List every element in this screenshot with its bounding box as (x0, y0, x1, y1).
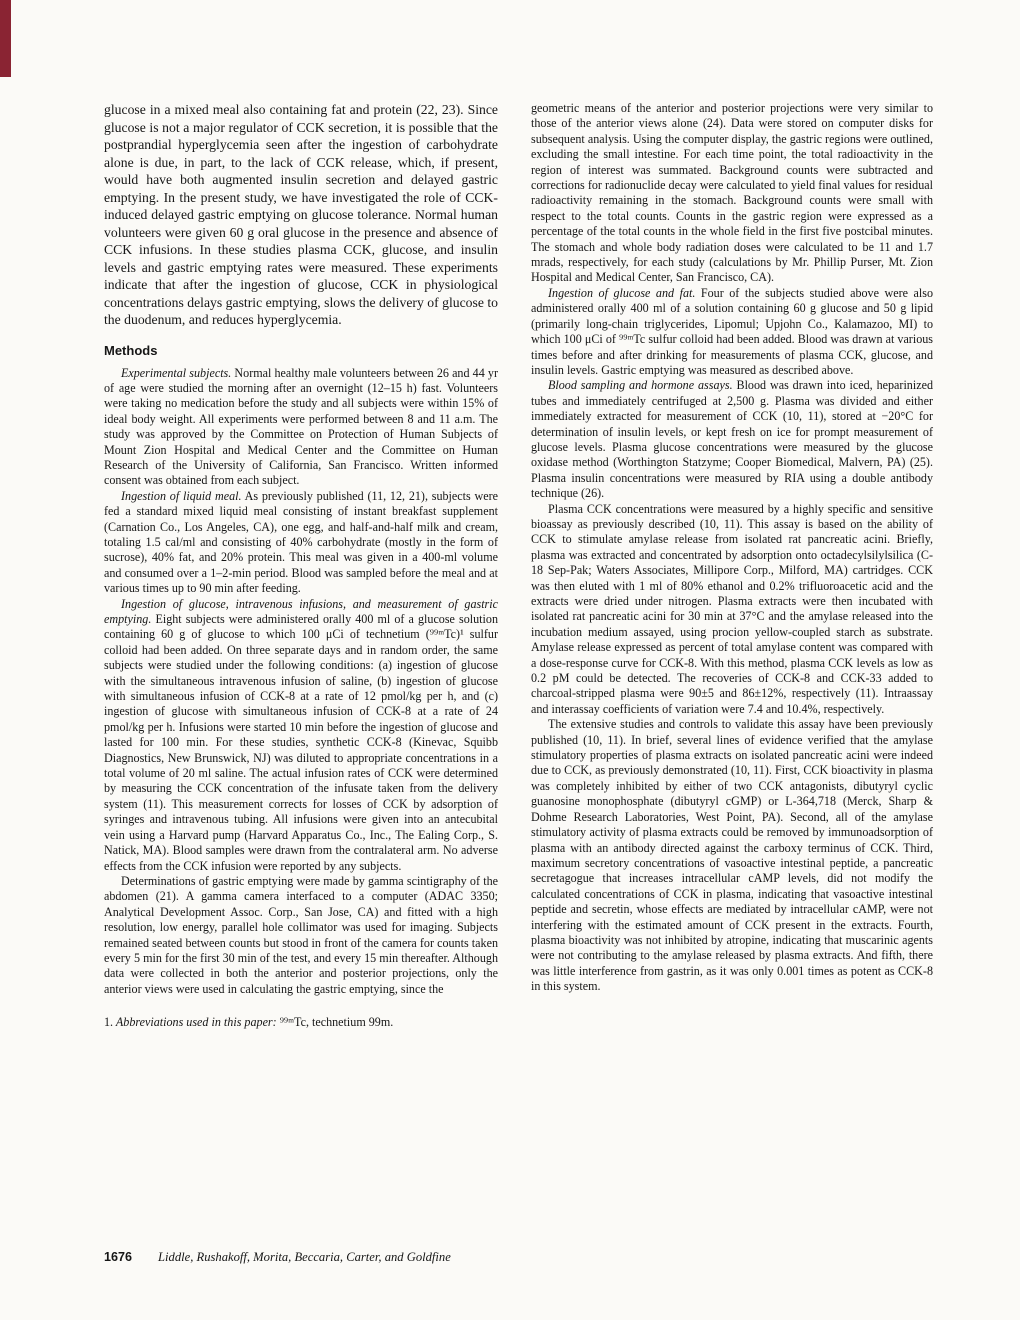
methods-heading: Methods (104, 342, 158, 358)
page-edge-stripe (0, 0, 11, 77)
intro-paragraph: glucose in a mixed meal also containing fat and protein (22, 23). Since glucose is not a major regulator of CCK secretion, it is possible that the postprandial hyperglycemia seen after the ingestion of carbohydrate alone is due, in part, to the lack of CCK release, which, if present, would have both augmented insulin secretion and delayed gastric emptying. In the present study, we have investigated the role of CCK-induced delayed gastric emptying on glucose tolerance. Normal human volunteers were given 60 g oral glucose in the presence and absence of CCK infusions. In these studies plasma CCK, glucose, and insulin levels and gastric emptying rates were measured. These experiments indicate that after the ingestion of glucose, CCK in physiological concentrations delays gastric emptying, slows the delivery of glucose to the duodenum, and reduces hyperglycemia. (104, 102, 498, 327)
paragraph-experimental-subjects (104, 366, 498, 489)
paragraph-scintigraphy-analysis (531, 101, 933, 286)
paragraph-text: Four of the subjects studied above were also administered orally 400 ml of a solution containing 60 g glucose and 50 g lipid (primarily long-chain triglycerides, Lipomul; Upjohn Co., Kalamazoo, MI) to which 100 μCi of ⁹⁹ᵐTc sulfur colloid had been added. Blood was drawn at various times before and after drinking for measurements of plasma CCK, glucose, and insulin levels. Gastric emptying was measured as described above. (531, 285, 933, 377)
page-footer (104, 1250, 934, 1265)
footnote (104, 1015, 498, 1030)
paragraph-text: Blood was drawn into iced, heparinized tubes and immediately centrifuged at 2,500 g. Plasma was divided and either immediately extracted for measurement of CCK (10, 11), stored at −20°C for determination of insulin levels, or kept fresh on ice for prompt measurement of glucose levels. Plasma glucose concentrations were measured by the glucose oxidase method (Worthington Statzyme; Cooper Biomedical, Malvern, PA) (25). Plasma insulin concentrations were measured by RIA using a double antibody technique (26). (531, 378, 933, 501)
paragraph-text: The extensive studies and controls to validate this assay have been previously published (10, 11). In brief, several lines of evidence verified that the amylase stimulatory properties of plasma extracts on isolated pancreatic acini were indeed due to CCK, as previously demonstrated (10, 11). First, CCK bioactivity in plasma was completely inhibited by either of two CCK antagonists, dibutyryl cyclic guanosine monophosphate (dibutyryl cGMP) or L-364,718 (Merck, Sharp & Dohme Research Laboratories, West Point, PA). Second, all of the amylase stimulatory activity of plasma extracts could be removed by immunoadsorption of plasma with an antibody directed against the carboxy terminus of CCK. Third, maximum secretory concentrations of vasoactive intestinal peptide, a pancreatic secretagogue that increases intracellular cAMP levels, did not modify the calculated concentrations of CCK in plasma, indicating that vasoactive intestinal peptide and secretin, whose effects are mediated by intracellular cAMP, were not interfering with the estimated amount of CCK present in the extracts. Fourth, plasma bioactivity was not inhibited by atropine, indicating that muscarinic agents were not contributing to the amylase released by plasma extracts. And fifth, there was little interference from gastrin, as it was only 0.001 times as potent as CCK-8 in this system. (531, 717, 933, 994)
paragraph-lead: Blood sampling and hormone assays. (548, 378, 733, 393)
paragraph-lead: Ingestion of glucose and fat. (548, 285, 696, 300)
paragraph-liquid-meal (104, 489, 498, 597)
paragraph-text: Determinations of gastric emptying were made by gamma scintigraphy of the abdomen (21). A gamma camera interfaced to a computer (ADAC 3350; Analytical Development Assoc. Corp., San Jose, CA) and fitted with a high resolution, low energy, parallel hole collimator was used for imaging. Subjects remained seated between counts but stood in front of the camera for counts taken every 5 min for the first 30 min of the test, and every 15 min thereafter. Although data were collected in both the anterior and posterior projections, only the anterior views were used in calculating the gastric emptying, since the (104, 873, 498, 996)
footnote-lead: Abbreviations used in this paper: (113, 1015, 277, 1030)
paragraph-glucose-and-fat (531, 286, 933, 378)
right-column (531, 101, 933, 995)
paragraph-text: Plasma CCK concentrations were measured by a highly specific and sensitive bioassay as previously described (10, 11). This assay is based on the ability of CCK to stimulate amylase release from isolated rat pancreatic acini. Briefly, plasma was extracted and concentrated by adsorption onto octadecylsilylsilica (C-18 Sep-Pak; Waters Associates, Millipore Corp., Milford, MA) cartridges. CCK was then eluted with 1 ml of 80% ethanol and 0.2% trifluoroacetic acid and the extracts were dried under nitrogen. Plasma extracts were then incubated with isolated rat pancreatic acini for 30 min at 37°C and the amylase released into the incubation medium assayed, using procion yellow-coupled starch as substrate. Amylase release expressed as percent of total amylase content was compared with a dose-response curve for CCK-8. With this method, plasma CCK levels as low as 0.2 pM could be detected. The recoveries of CCK-8 and CCK-33 added to charcoal-stripped plasma were 90±5 and 86±12%, respectively (11). Intraassay and interassay coefficients of variation were 7.4 and 10.4%, respectively. (531, 501, 933, 716)
paragraph-assay-validation (531, 717, 933, 994)
paragraph-gastric-emptying-determinations (104, 874, 498, 997)
paragraph-lead: Ingestion of glucose, intravenous infusions, and measurement of gastric emptying. (104, 596, 498, 626)
paragraph-text: geometric means of the anterior and posterior projections were very similar to those of the anterior views alone (24). Data were stored on computer disks for subsequent analysis. Using the computer display, the gastric regions were outlined, excluding the small intestine. For each time point, the total radioactivity in the region of interest was summated. Background counts were subtracted and corrections for radionuclide decay were calculated to yield final values for residual radioactivity remaining in the stomach. Background counts were small with respect to the total counts. Counts in the gastric region were expressed as a percentage of the total counts in the whole field in the first five postcibal minutes. The stomach and whole body radiation doses were calculated to be 11 and 1.7 mrads, respectively, for each study (calculations by Mr. Phillip Purser, Mt. Zion Hospital and Medical Center, San Francisco, CA). (531, 101, 933, 285)
paragraph-lead: Ingestion of liquid meal. (121, 488, 242, 503)
left-column (104, 101, 498, 1031)
paragraph-cck-bioassay (531, 502, 933, 718)
paragraph-lead: Experimental subjects. (121, 365, 232, 380)
paragraph-text: Eight subjects were administered orally 400 ml of a glucose solution containing 60 g of glucose to which 100 μCi of technetium (⁹⁹ᵐTc)¹ sulfur colloid had been added. On three separate days and in random order, the same subjects were studied under the following conditions: (a) ingestion of glucose with the simultaneous intravenous infusion of saline, (b) ingestion of glucose with simultaneous infusion of CCK-8 at a rate of 12 pmol/kg per h, and (c) ingestion of glucose with simultaneous infusion of CCK-8 at a rate of 24 pmol/kg per h. Infusions were started 10 min before the ingestion of glucose and lasted for 100 min. For these studies, synthetic CCK-8 (Kinevac, Squibb Diagnostics, New Brunswick, NJ) was diluted to appropriate concentrations in a total volume of 20 ml saline. The actual infusion rates of CCK were determined by measuring the CCK concentration of the infusate taken from the delivery system (11). This measurement corrects for losses of CCK by adsorption of syringes and intravenous tubing. All infusions were given into an antecubital vein using a Harvard pump (Harvard Apparatus Co., Inc., The Ealing Corp., S. Natick, MA). Blood samples were drawn from the contralateral arm. No adverse effects from the CCK infusion were reported by any subjects. (104, 612, 498, 873)
footnote-number: 1. (104, 1015, 114, 1030)
page-number: 1676 (104, 1250, 133, 1264)
running-authors: Liddle, Rushakoff, Morita, Beccaria, Carter, and Goldfine (158, 1250, 451, 1264)
paragraph-glucose-infusions (104, 597, 498, 874)
paragraph-blood-sampling (531, 378, 933, 501)
paragraph-text: Normal healthy male volunteers between 26 and 44 yr of age were studied the morning after an overnight (12–15 h) fast. Volunteers were taking no medication before the study and all subjects were within 15% of ideal body weight. All experiments were performed between 8 and 11 a.m. The study was approved by the Committee on Protection of Human Subjects of Mount Zion Hospital and Medical Center and the Committee on Human Research of the University of California, San Francisco. Written informed consent was obtained from each subject. (104, 365, 498, 488)
paragraph-text: As previously published (11, 12, 21), subjects were fed a standard mixed liquid meal consisting of instant breakfast supplement (Carnation Co., Los Angeles, CA), one egg, and half-and-half milk and cream, totaling 1.5 cal/ml and consisting of 40% carbohydrate (mostly in the form of sucrose), 40% fat, and 20% protein. This meal was given in a 400-ml volume and consumed over a 1–2-min period. Blood was sampled before the meal and at various times up to 90 min after feeding. (104, 488, 498, 596)
footnote-text: ⁹⁹ᵐTc, technetium 99m. (276, 1015, 394, 1030)
